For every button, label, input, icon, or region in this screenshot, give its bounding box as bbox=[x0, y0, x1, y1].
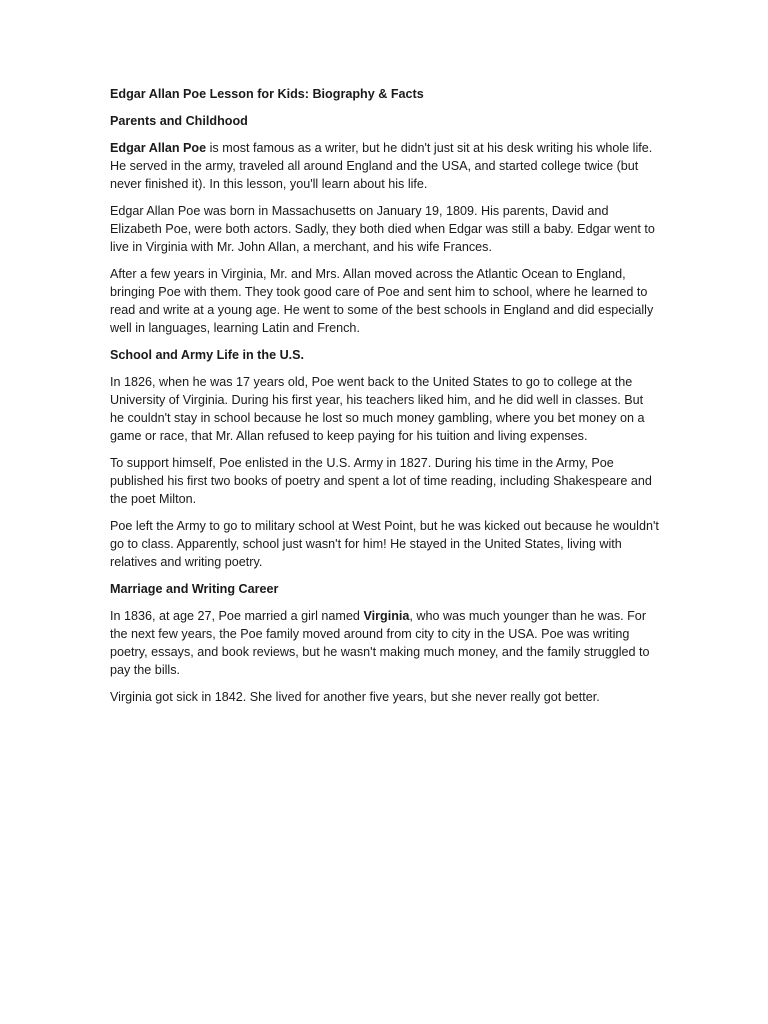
text-run: To support himself, Poe enlisted in the U.S. Army in 1827. During his time in the Army, Poe published his first two books of poetry and spent a lot of time reading, including Shakespeare and the poet Milton. bbox=[110, 456, 652, 506]
paragraph bbox=[110, 202, 660, 256]
paragraph bbox=[110, 688, 660, 706]
paragraph bbox=[110, 373, 660, 445]
text-run: , who was much younger than he was. For the next few years, the Poe family moved around from city to city in the USA. Poe was writing poetry, essays, and book reviews, but he wasn't making much money, and the family struggled to pay the bills. bbox=[110, 609, 650, 677]
text-run: Edgar Allan Poe was born in Massachusetts on January 19, 1809. His parents, David and Elizabeth Poe, were both actors. Sadly, they both died when Edgar was still a baby. Edgar went to live in Virginia with Mr. John Allan, a merchant, and his wife Frances. bbox=[110, 204, 655, 254]
text-run: In 1836, at age 27, Poe married a girl named bbox=[110, 609, 364, 623]
document-body bbox=[110, 112, 660, 706]
paragraph bbox=[110, 265, 660, 337]
paragraph bbox=[110, 454, 660, 508]
section-heading: Marriage and Writing Career bbox=[110, 582, 279, 596]
document-page bbox=[110, 85, 660, 715]
text-run: Virginia got sick in 1842. She lived for another five years, but she never really got better. bbox=[110, 690, 600, 704]
section-heading: Parents and Childhood bbox=[110, 114, 248, 128]
text-run: is most famous as a writer, but he didn't just sit at his desk writing his whole life. He served in the army, traveled all around England and the USA, and started college twice (but never finished it). In this lesson, you'll learn about his life. bbox=[110, 141, 653, 191]
document-title: Edgar Allan Poe Lesson for Kids: Biography & Facts bbox=[110, 87, 424, 101]
paragraph bbox=[110, 517, 660, 571]
bold-text: Edgar Allan Poe bbox=[110, 141, 207, 155]
text-run: After a few years in Virginia, Mr. and Mrs. Allan moved across the Atlantic Ocean to England, bringing Poe with them. They took good care of Poe and sent him to school, where he learned to read and write at a young age. He went to some of the best schools in England and did especially well in languages, learning Latin and French. bbox=[110, 267, 654, 335]
text-run: Poe left the Army to go to military school at West Point, but he was kicked out because he wouldn't go to class. Apparently, school just wasn't for him! He stayed in the United States, living with relatives and writing poetry. bbox=[110, 519, 659, 569]
section-heading: School and Army Life in the U.S. bbox=[110, 348, 305, 362]
paragraph bbox=[110, 607, 660, 679]
text-run: In 1826, when he was 17 years old, Poe went back to the United States to go to college at the University of Virginia. During his first year, his teachers liked him, and he did well in classes. But he couldn't stay in school because he lost so much money gambling, where you bet money on a game or race, that Mr. Allan refused to keep paying for his tuition and living expenses. bbox=[110, 375, 645, 443]
bold-text: Virginia bbox=[363, 609, 410, 623]
paragraph bbox=[110, 139, 660, 193]
